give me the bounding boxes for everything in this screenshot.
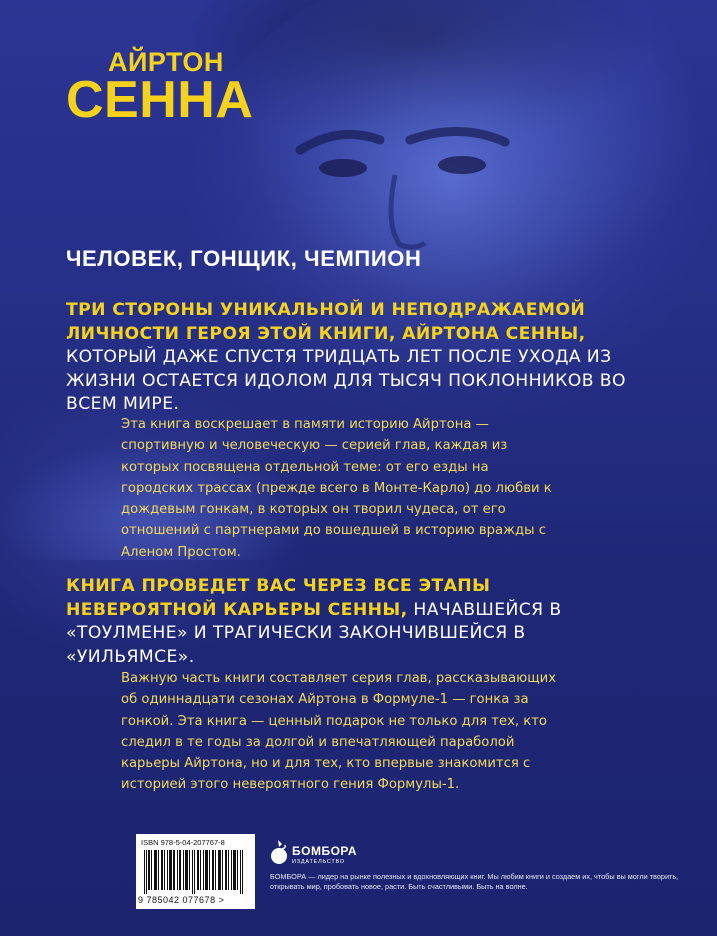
- isbn-label: ISBN 978-5-04-207767-8: [141, 838, 225, 847]
- body-paragraph-2: Важную часть книги составляет серия глав, рассказывающих об одиннадцати сезонах Айртона в Формуле-1 — гонка за гонкой. Эта книга — ценный подарок не только для тех, кто следил в те годы за долгой и впечатляющей параболой карьеры Айртона, но и для тех, кто впервые знакомится с историей этого невероятного гения Формулы-1.: [121, 671, 557, 793]
- ean-digits: 9 785042 077678 >: [138, 895, 225, 905]
- lead-paragraph-1: [66, 299, 626, 417]
- publisher-description: БОМБОРА — лидер на рынке полезных и вдохновляющих книг. Мы любим книги и создаем их, чтобы вы могли творить, открывать мир, пробовать новое, расти. Быть счастливыми. Быть на волне.: [270, 872, 679, 891]
- lead-1-highlight: ТРИ СТОРОНЫ УНИКАЛЬНОЙ И НЕПОДРАЖАЕМОЙ ЛИЧНОСТИ ГЕРОЯ ЭТОЙ КНИГИ, АЙРТОНА СЕННЫ,: [66, 300, 586, 344]
- barcode: [136, 834, 255, 909]
- publisher-name: БОМБОРА: [292, 844, 358, 858]
- bombora-logo-icon: [270, 840, 288, 866]
- body-paragraph-1: Эта книга воскрешает в памяти историю Айртона — спортивную и человеческую — серией глав, каждая из которых посвящена отдельной теме: от его езды на городских трассах (прежде всего в Монте-Карло) до любви к дождевым гонкам, в которых он творил чудеса, от его отношений с партнерами до вошедшей в историю вражды с Аленом Простом.: [121, 417, 552, 560]
- publisher-subtitle: ИЗДАТЕЛЬСТВО: [292, 859, 345, 865]
- logo-first-name: АЙРТОН: [108, 47, 224, 77]
- lead-2-highlight: КНИГА ПРОВЕДЕТ ВАС ЧЕРЕЗ ВСЕ ЭТАПЫ НЕВЕРОЯТНОЙ КАРЬЕРЫ СЕННЫ,: [66, 576, 491, 620]
- barcode-bars: [144, 850, 247, 894]
- lead-paragraph-2: [66, 575, 646, 669]
- logo-last-name: СЕННА: [66, 71, 254, 129]
- lead-1-text: КОТОРЫЙ ДАЖЕ СПУСТЯ ТРИДЦАТЬ ЛЕТ ПОСЛЕ УХОДА ИЗ ЖИЗНИ ОСТАЕТСЯ ИДОЛОМ ДЛЯ ТЫСЯЧ ПОКЛОННИКОВ ВО ВСЕМ МИРЕ.: [66, 347, 626, 414]
- lead-2-text: НАЧАВШЕЙСЯ В «ТОУЛМЕНЕ» И ТРАГИЧЕСКИ ЗАКОНЧИВШЕЙСЯ В «УИЛЬЯМСЕ».: [66, 599, 562, 667]
- section-heading: ЧЕЛОВЕК, ГОНЩИК, ЧЕМПИОН: [66, 246, 422, 271]
- logo: [66, 47, 254, 129]
